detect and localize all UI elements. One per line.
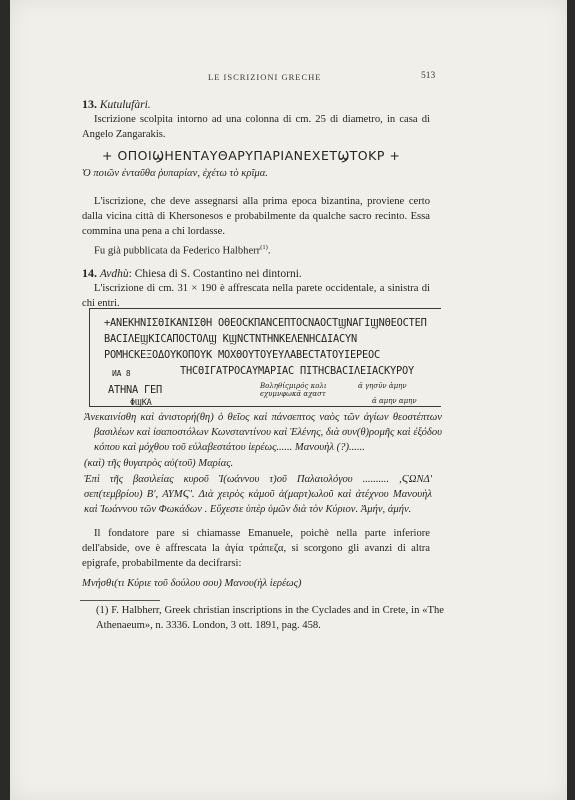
entry-13-publication <box>82 240 430 259</box>
footnote <box>96 603 444 633</box>
plate-note-1: Βοληθίςμιρός κολι <box>260 382 327 390</box>
footnote-rule <box>80 600 160 601</box>
entry-14-heading <box>82 266 302 281</box>
entry-13-transcription: Ὁ ποιῶν ἐνταῦθα ῥυπαρίαν, ἐχέτω τὸ κρῖμα. <box>82 168 268 179</box>
book-page <box>10 0 567 800</box>
plate-line-3: ΡΟΜΗϹΚΕΞΟΔΟΥΚΟΠΟΥΚ ΜΟΧΘΟΥΤΟΥΕΥΛΑΒΕϹΤΑΤΟΥΙΕΡΕΟϹ <box>104 349 380 361</box>
plate-line-5: ΑΤΗΝΑ ΓΕΠ <box>108 384 162 396</box>
entry-14-commentary: Il fondatore pare si chiamasse Emanuele, poichè nella parte inferiore dell'abside, ove è affrescata la ἁγία τράπεζα, si scorgono gli avanzi di altra epigrafe, probabilmente da decifrarsi: <box>82 528 430 569</box>
entry-14-restoration: Μνήσθι(τι Κύριε τοῦ δούλου σου) Μανου(ὴλ ἱερέως) <box>82 578 302 589</box>
footnote-text: F. Halbherr, Greek christian inscriptions in the Cyclades and in Crete, in «The Athenaeum», n. 3336. <box>96 605 444 631</box>
plate-line-4: ΤΗϹΘΙΓΑΤΡΟϹΑΥΜΑΡΙΑϹ ΠΙΤΗϹΒΑϹΙΛΕΙΑϹΚΥΡΟΥ <box>180 365 414 377</box>
publication-end: . <box>267 245 271 257</box>
page-number: 513 <box>421 71 436 81</box>
plate-note-3: ᾶ γησῦν ἀμην <box>358 382 407 390</box>
footnote-ref: (1) <box>260 244 268 251</box>
plate-mark-date: ИА 8 <box>112 369 131 378</box>
entry-13-description: Iscrizione scolpita intorno ad una colonna di cm. 25 di diametro, in casa di Angelo Zangarakis. <box>82 114 430 140</box>
translation-paragraph-3: Ἐπὶ τῆς βασιλείας κυροῦ Ἰ(ωάννου τ)οῦ Παλαιολόγου .......... ,ϚΩΝΔ' σεπ(τεμβρίου) Β', ΑΥΜϚ'. Διὰ χειρὸς κἀμοῦ ἁ(μαρτ)ωλοῦ καὶ ἀτέχνου Μανουὴλ καὶ Ἰωάννου τῶν Φωκάδων . Εὔχεστε ὑπὲρ ὑμῶν διὰ τὸν Κύριον. Ἀμήν, ἀμήν. <box>84 474 432 515</box>
entry-13-commentary: L'iscrizione, che deve assegnarsi alla prima epoca bizantina, proviene certo dalla vicina città di Khersonesos e probabilmente da qualche sacro recinto. Essa commina una pena a chi lordasse. <box>82 196 430 237</box>
translation-paragraph-1: Ἀνεκαινίσθη καὶ ἀνιστορή(θη) ὁ θεῖος καὶ πάνσεπτος ναὸς τῶν ἁγίων θεοστέπτων βασιλέων καὶ ἰσαποστόλων Κωνσταντίνου καὶ Ἑλένης, διὰ συν(θ)ρομῆς καὶ ἐξόδου κόπου καὶ μόχθου τοῦ εὐλαβεστάτου ἱερέως...... Μανουὴλ (?)...... <box>84 412 442 453</box>
entry-14-number: 14. <box>82 266 97 280</box>
plate-line-2: ΒΑϹΙΛΕϢΚΙϹΑΠΟϹΤΟΛϢ ΚϢΝϹΤΝΤΗΝΚΕΛΕΝΗϹΔΙΑϹΥΝ <box>104 333 357 345</box>
plate-note-2: ϵχυμνφωκᾶ αχαστ <box>260 390 326 398</box>
plate-note-4: ᾶ αμην αμην <box>372 397 417 405</box>
entry-13-heading <box>82 97 151 112</box>
fresco-inscription-drawing <box>89 308 441 407</box>
plate-line-1: +ΑΝΕΚΗΝΙΣΘΙΚΑΝΙΣΘΗ ΟΘΕΟϹΚΠΑΝϹΕΠΤΟϹΝΑΟϹΤϢΝΑΓΙϢΝΘΕΟϹΤΕΠ <box>104 317 427 329</box>
publication-text: Fu già pubblicata da Federico Halbherr <box>94 245 261 257</box>
entry-13-place: Kutulufàri. <box>99 99 151 111</box>
translation-paragraph-2: (καὶ) τῆς θυγατρὸς αὐ(τοῦ) Μαρίας. <box>84 458 234 469</box>
entry-13-inscription: + ΟΠΟΙϢΗΕΝΤΑΥΘΑΡΥΠΑΡΙΑΝΕΧΕΤϢΤΟΚΡ + <box>102 148 401 163</box>
footnote-source: London, 3 ott. 1891, pag. 458. <box>192 620 321 631</box>
running-header: LE ISCRIZIONI GRECHE <box>208 72 322 82</box>
footnote-marker: (1) <box>96 605 109 616</box>
plate-mark-name: ΦϢΚΑ <box>130 398 152 408</box>
entry-14-description: L'iscrizione di cm. 31 × 190 è affrescata nella parete occidentale, a sinistra di chi entri. <box>82 283 430 309</box>
entry-13-number: 13. <box>82 97 97 111</box>
entry-14-place: Avdhù <box>99 268 129 280</box>
entry-14-location: : Chiesa di S. Costantino nei dintorni. <box>128 268 302 280</box>
